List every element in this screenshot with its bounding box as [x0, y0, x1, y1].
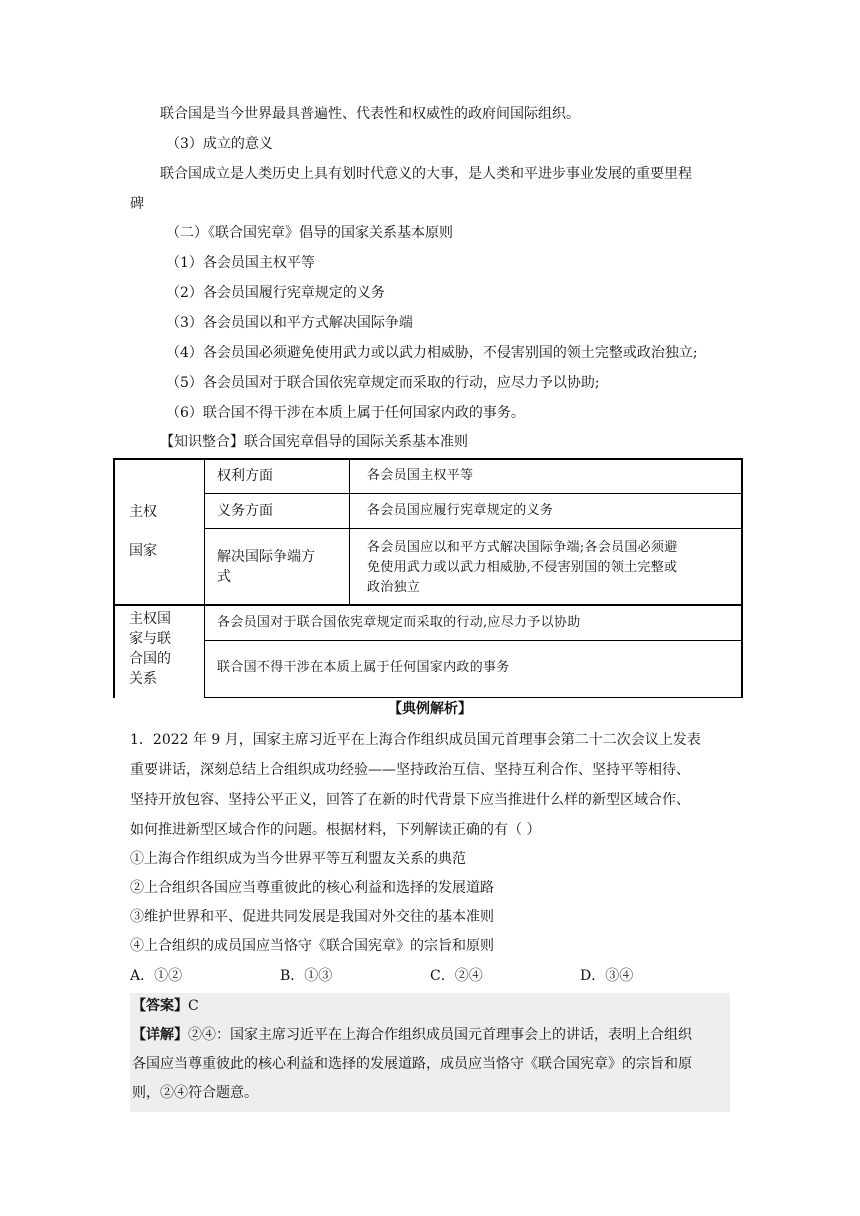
- principle-item: （5）各会员国对于联合国依宪章规定而采取的行动，应尽力予以协助;: [166, 375, 600, 391]
- question-text: 如何推进新型区域合作的问题。根据材料，下列解读正确的有（ ）: [130, 822, 541, 838]
- principle-item: （6）联合国不得干涉在本质上属于任何国家内政的事务。: [166, 405, 525, 421]
- principles-title: （二）《联合国宪章》倡导的国家关系基本原则: [166, 225, 453, 241]
- table-content: 各会员国对于联合国依宪章规定而采取的行动,应尽力予以协助: [217, 615, 581, 630]
- table-border-left: [113, 458, 115, 698]
- statement-item: ②上合组织各国应当尊重彼此的核心利益和选择的发展道路: [130, 880, 494, 896]
- table-group-relation: 合国的: [129, 651, 171, 667]
- statement-item: ①上海合作组织成为当今世界平等互利盟友关系的典范: [130, 851, 466, 867]
- table-content: 政治独立: [367, 580, 421, 595]
- table-group-relation: 家与联: [129, 631, 171, 647]
- table-group-sovereign: 国家: [129, 543, 157, 559]
- intro-paragraph: 联合国是当今世界最具普遍性、代表性和权威性的政府间国际组织。: [160, 106, 580, 122]
- table-rule: [204, 640, 742, 641]
- significance-paragraph-cont: 碑: [130, 196, 144, 212]
- question-text: 坚持开放包容、坚持公平正义，回答了在新的时代背景下应当推进什么样的新型区域合作、: [130, 792, 690, 808]
- table-aspect: 解决国际争端方: [217, 549, 315, 565]
- detail-line: [132, 1025, 692, 1045]
- statement-item: ④上合组织的成员国应当恪守《联合国宪章》的宗旨和原则: [130, 938, 494, 954]
- option-c: C．②④: [430, 968, 483, 984]
- table-rule: [204, 493, 742, 494]
- section-heading-significance: （3）成立的意义: [166, 136, 273, 152]
- table-border-right: [741, 458, 743, 698]
- table-group-relation: 主权国: [129, 611, 171, 627]
- table-content: 各会员国主权平等: [367, 468, 474, 483]
- table-content: 联合国不得干涉在本质上属于任何国家内政的事务: [217, 660, 510, 675]
- table-rule: [113, 604, 742, 606]
- option-d: D．③④: [580, 968, 634, 984]
- statement-item: ③维护世界和平、促进共同发展是我国对外交往的基本准则: [130, 909, 494, 925]
- detail-text: 各国应当尊重彼此的核心利益和选择的发展道路，成员应当恪守《联合国宪章》的宗旨和原: [132, 1056, 692, 1072]
- option-b: B．①③: [280, 968, 333, 984]
- principle-item: （1）各会员国主权平等: [166, 255, 315, 271]
- table-aspect: 义务方面: [217, 503, 273, 519]
- question-text: 重要讲话，深刻总结上合组织成功经验——坚持政治互信、坚持互利合作、坚持平等相待、: [130, 762, 690, 778]
- principles-table: [113, 458, 742, 698]
- example-heading: 【典例解析】: [388, 701, 472, 717]
- principle-item: （3）各会员国以和平方式解决国际争端: [166, 315, 413, 331]
- principle-item: （4）各会员国必须避免使用武力或以武力相威胁，不侵害别国的领土完整或政治独立;: [166, 345, 698, 361]
- table-content: 各会员国应以和平方式解决国际争端;各会员国必须避: [367, 540, 678, 555]
- knowledge-summary-title: 【知识整合】联合国宪章倡导的国际关系基本准则: [160, 434, 468, 450]
- detail-label: 【详解】: [132, 1027, 188, 1043]
- detail-text: ②④：国家主席习近平在上海合作组织成员国元首理事会上的讲话，表明上合组织: [188, 1027, 692, 1043]
- table-border-bottom: [204, 697, 742, 698]
- table-rule: [204, 458, 205, 698]
- table-rule: [349, 458, 350, 605]
- answer-value: C: [188, 998, 199, 1014]
- answer-line: [132, 996, 199, 1016]
- principle-item: （2）各会员国履行宪章规定的义务: [166, 285, 385, 301]
- table-group-sovereign: 主权: [129, 504, 157, 520]
- table-aspect: 式: [217, 569, 231, 585]
- table-border-top: [113, 458, 742, 460]
- detail-text: 则，②④符合题意。: [132, 1085, 258, 1101]
- answer-label: 【答案】: [132, 998, 188, 1014]
- question-text: 1．2022 年 9 月，国家主席习近平在上海合作组织成员国元首理事会第二十二次会议上发表: [130, 732, 701, 748]
- table-content: 各会员国应履行宪章规定的义务: [367, 503, 554, 518]
- table-group-relation: 关系: [129, 671, 157, 687]
- option-a: A．①②: [130, 968, 183, 984]
- table-rule: [204, 528, 742, 529]
- table-aspect: 权利方面: [217, 468, 273, 484]
- significance-paragraph: 联合国成立是人类历史上具有划时代意义的大事，是人类和平进步事业发展的重要里程: [160, 166, 692, 182]
- table-content: 免使用武力或以武力相威胁,不侵害别国的领土完整或: [367, 560, 678, 575]
